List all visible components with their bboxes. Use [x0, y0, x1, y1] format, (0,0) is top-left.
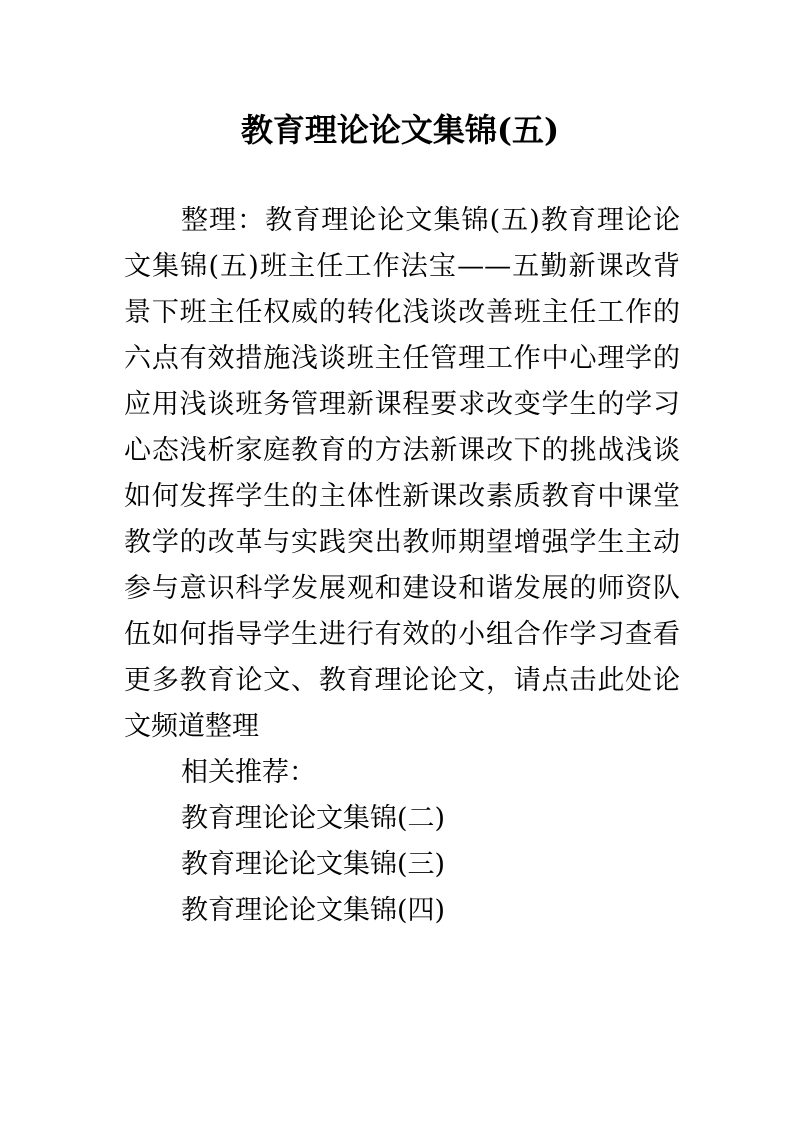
recommend-list: [124, 796, 680, 934]
body-paragraph: 整理：教育理论论文集锦(五)教育理论论文集锦(五)班主任工作法宝——五勤新课改背景下班主任权威的转化浅谈改善班主任工作的六点有效措施浅谈班主任管理工作中心理学的应用浅谈班务管理新课程要求改变学生的学习心态浅析家庭教育的方法新课改下的挑战浅谈如何发挥学生的主体性新课改素质教育中课堂教学的改革与实践突出教师期望增强学生主动参与意识科学发展观和建设和谐发展的师资队伍如何指导学生进行有效的小组合作学习查看更多教育论文、教育理论论文，请点击此处论文频道整理: [124, 205, 680, 742]
recommend-link[interactable]: 教育理论论文集锦(四): [181, 895, 446, 926]
recommend-label: 相关推荐：: [181, 757, 316, 788]
document-content: [124, 198, 680, 934]
document-title: 教育理论论文集锦(五): [240, 111, 560, 149]
recommend-link[interactable]: 教育理论论文集锦(三): [181, 849, 446, 880]
recommend-link[interactable]: 教育理论论文集锦(二): [181, 803, 446, 834]
